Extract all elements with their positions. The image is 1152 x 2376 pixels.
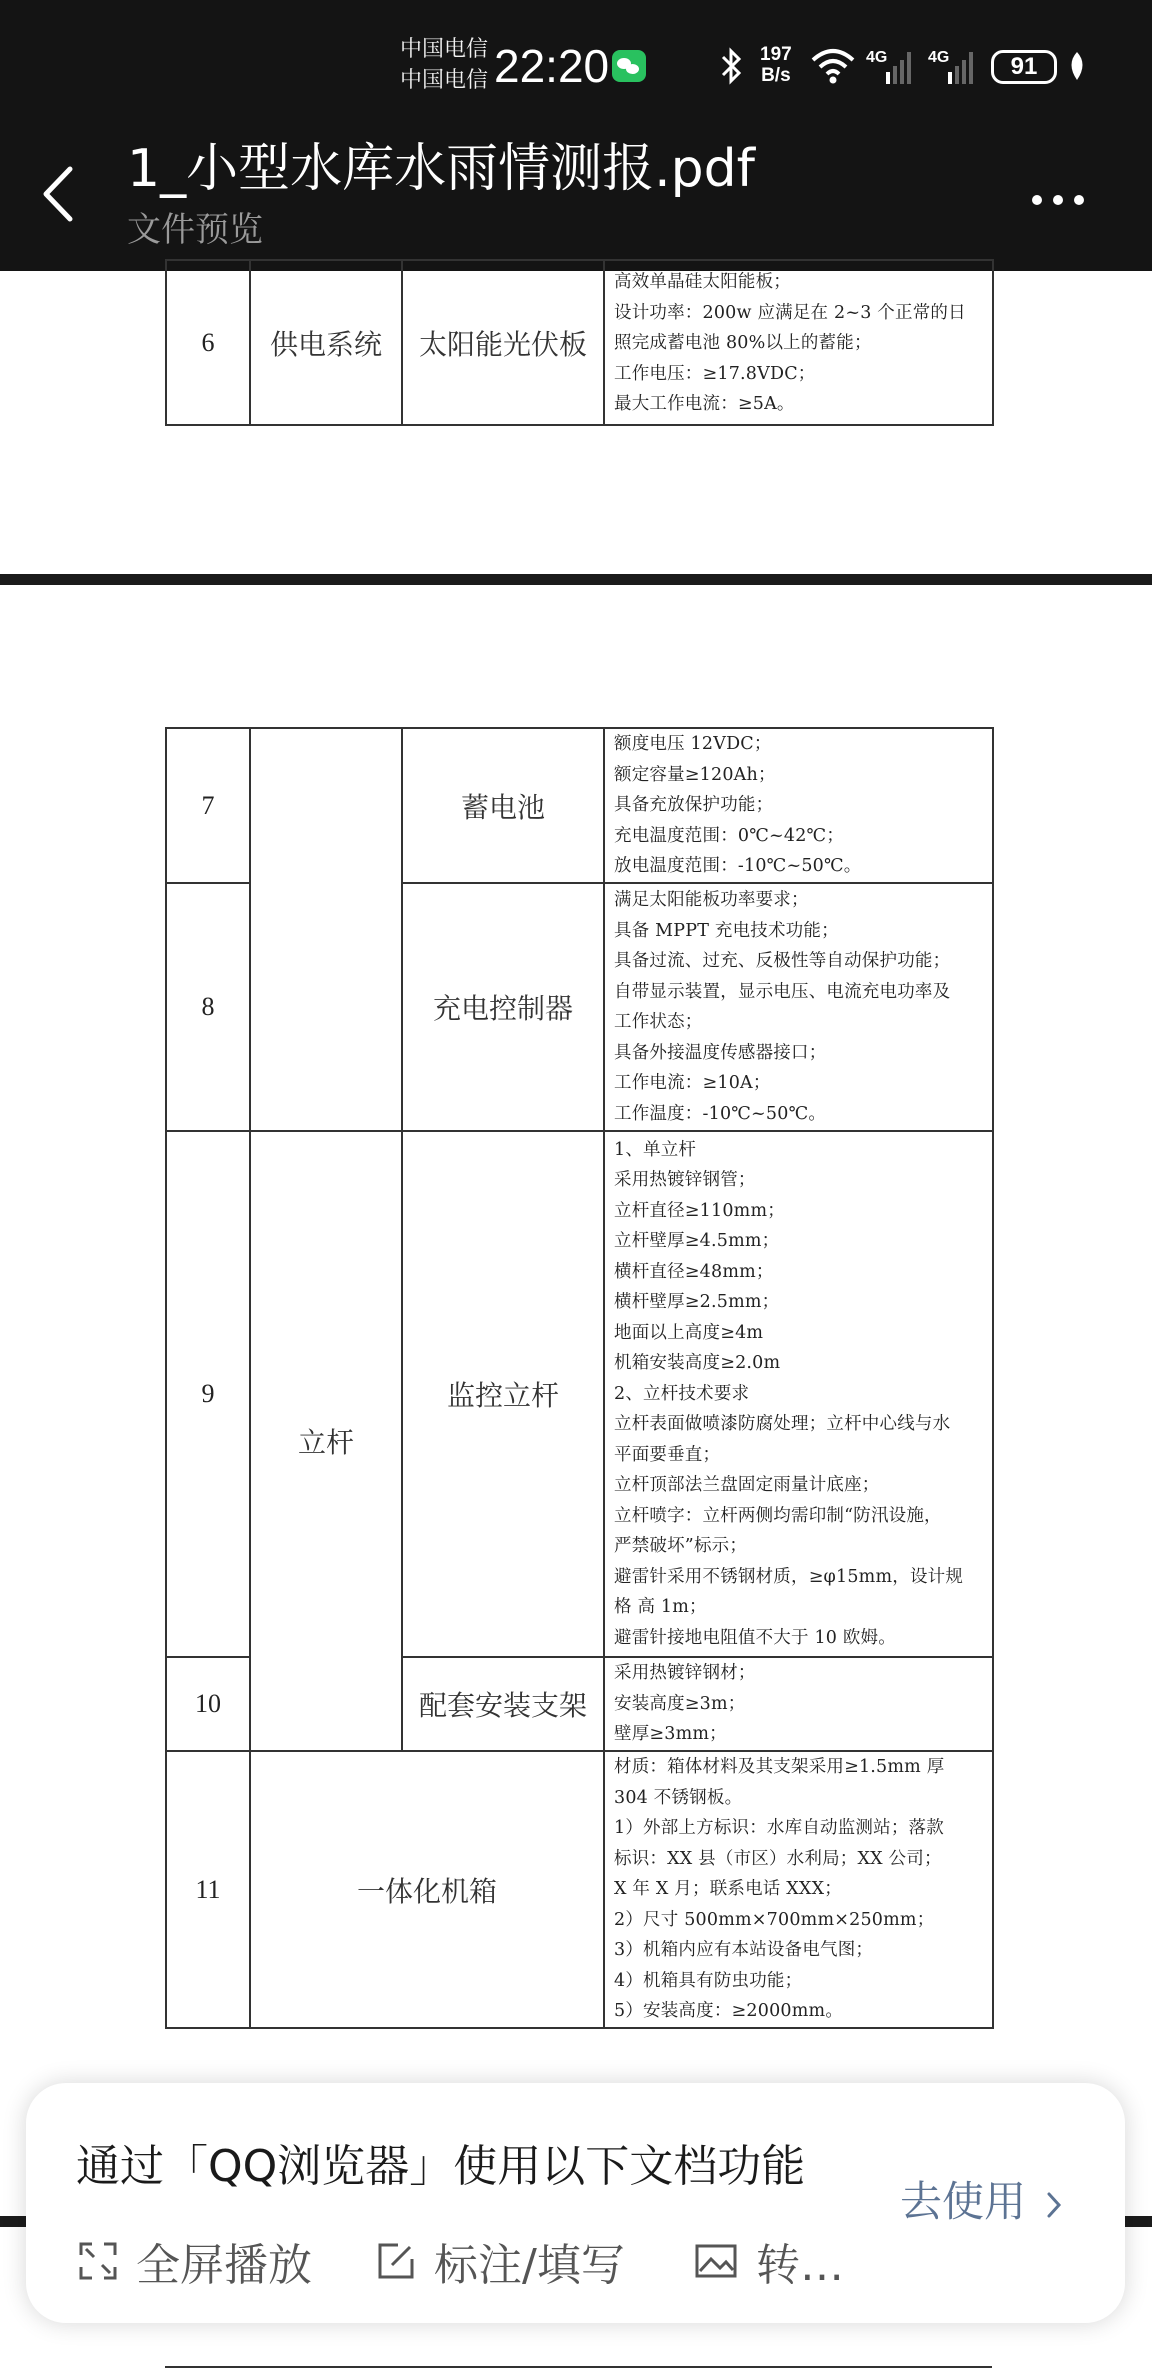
- spec-line: 避雷针采用不锈钢材质，≥φ15mm，设计规: [614, 1566, 964, 1587]
- spec-line: 设计功率：200w 应满足在 2~3 个正常的日: [614, 302, 966, 323]
- wifi-icon: [810, 46, 856, 86]
- wechat-icon: [612, 50, 646, 82]
- spec-line: 1）外部上方标识：水库自动监测站；落款: [614, 1818, 944, 1839]
- row-item-name: 充电控制器: [402, 883, 604, 1131]
- row-spec: [604, 260, 993, 425]
- row-category-empty: [250, 728, 402, 1131]
- spec-line: 304 不锈钢板。: [614, 1787, 743, 1808]
- feature-label: 全屏播放: [136, 2240, 312, 2291]
- spec-line: 严禁破坏”标示；: [614, 1536, 748, 1557]
- row-spec: [604, 1657, 993, 1751]
- top-bar: [0, 0, 1152, 271]
- fullscreen-icon: [78, 2241, 118, 2281]
- spec-line: 工作电压：≥17.8VDC；: [614, 363, 816, 384]
- spec-line: 2、立杆技术要求: [614, 1383, 750, 1404]
- spec-line: 充电温度范围：0℃~42℃；: [614, 825, 845, 846]
- row-item-name: 监控立杆: [402, 1131, 604, 1657]
- battery-indicator: 91: [991, 50, 1057, 84]
- table-row: [166, 1751, 993, 2028]
- net-speed-unit: B/s: [761, 65, 791, 86]
- spec-line: 2）尺寸 500mm×700mm×250mm；: [614, 1909, 935, 1930]
- carrier-1: 中国电信: [400, 37, 489, 62]
- image-icon: [694, 2241, 738, 2281]
- spec-line: 具备充放保护功能；: [614, 795, 774, 816]
- spec-line: 照完成蓄电池 80%以上的蓄能；: [614, 333, 872, 354]
- signal-1-label: 4G: [866, 49, 888, 66]
- spec-line: X 年 X 月；联系电话 XXX；: [614, 1879, 842, 1900]
- spec-line: 具备 MPPT 充电技术功能；: [614, 920, 839, 941]
- spec-line: 安装高度≥3m；: [614, 1693, 746, 1714]
- page-separator: [0, 574, 1152, 585]
- page-2-table: [165, 727, 994, 2029]
- qq-browser-promo-card[interactable]: [26, 2083, 1125, 2323]
- more-options-icon[interactable]: [1032, 190, 1095, 209]
- row-number: 8: [166, 883, 250, 1131]
- carrier-labels: [400, 34, 488, 96]
- spec-line: 壁厚≥3mm；: [614, 1724, 727, 1745]
- row-spec: [604, 1131, 993, 1657]
- document-subtitle: 文件预览: [127, 210, 263, 250]
- spec-line: 避雷针接地电阻值不大于 10 欧姆。: [614, 1627, 896, 1648]
- spec-line: 具备外接温度传感器接口；: [614, 1042, 827, 1063]
- row-item-name: 一体化机箱: [250, 1751, 604, 2028]
- edit-icon: [376, 2241, 416, 2281]
- spec-line: 3）机箱内应有本站设备电气图；: [614, 1940, 874, 1961]
- feature-label: 转…: [756, 2240, 844, 2291]
- pdf-viewer[interactable]: [0, 271, 1152, 2376]
- spec-line: 满足太阳能板功率要求；: [614, 890, 809, 910]
- row-category: 供电系统: [250, 260, 402, 425]
- spec-line: 材质：箱体材料及其支架采用≥1.5mm 厚: [614, 1757, 945, 1778]
- spec-line: 最大工作电流：≥5A。: [614, 394, 795, 415]
- net-speed: [760, 44, 792, 86]
- spec-line: 1、单立杆: [614, 1139, 697, 1160]
- bluetooth-icon: [720, 46, 744, 86]
- spec-line: 地面以上高度≥4m: [614, 1322, 764, 1343]
- carrier-2: 中国电信: [400, 68, 489, 93]
- signal-1-icon: [866, 46, 918, 88]
- row-number: 6: [166, 260, 250, 425]
- spec-line: 放电温度范围：-10℃~50℃。: [614, 856, 862, 877]
- spec-line: 4）机箱具有防虫功能；: [614, 1970, 803, 1991]
- row-item-name: 蓄电池: [402, 728, 604, 883]
- spec-line: 格 高 1m；: [614, 1597, 707, 1618]
- document-title: 1_小型水库水雨情测报.pdf: [127, 139, 755, 199]
- spec-line: 具备过流、过充、反极性等自动保护功能；: [614, 951, 951, 971]
- feature-annotate[interactable]: [376, 2231, 625, 2291]
- spec-line: 工作电流：≥10A；: [614, 1073, 771, 1093]
- go-use-label: 去使用: [900, 2177, 1027, 2226]
- table-row: [166, 1131, 993, 1657]
- row-number: 9: [166, 1131, 250, 1657]
- go-use-button[interactable]: [900, 2175, 1063, 2229]
- spec-line: 横杆壁厚≥2.5mm；: [614, 1292, 780, 1313]
- signal-2-label: 4G: [928, 49, 950, 66]
- next-page-table-edge: [165, 2366, 992, 2368]
- row-number: 11: [166, 1751, 250, 2028]
- feature-label: 标注/填写: [434, 2240, 625, 2291]
- spec-line: 高效单晶硅太阳能板；: [614, 272, 791, 293]
- spec-line: 工作状态；: [614, 1012, 703, 1032]
- spec-line: 采用热镀锌钢材；: [614, 1663, 756, 1684]
- signal-2-icon: [928, 46, 980, 88]
- net-speed-value: 197: [760, 44, 792, 65]
- spec-line: 采用热镀锌钢管；: [614, 1170, 756, 1191]
- table-row: [166, 728, 993, 883]
- row-spec: [604, 1751, 993, 2028]
- chevron-right-icon: [1045, 2190, 1063, 2220]
- spec-line: 立杆壁厚≥4.5mm；: [614, 1231, 780, 1252]
- spec-line: 额度电压 12VDC；: [614, 734, 772, 755]
- table-row: [166, 260, 993, 425]
- row-item-name: 配套安装支架: [402, 1657, 604, 1751]
- row-spec: [604, 883, 993, 1131]
- spec-line: 机箱安装高度≥2.0m: [614, 1353, 781, 1374]
- spec-line: 立杆直径≥110mm；: [614, 1200, 785, 1221]
- spec-line: 立杆顶部法兰盘固定雨量计底座；: [614, 1475, 880, 1496]
- row-item-name: 太阳能光伏板: [402, 260, 604, 425]
- feature-convert[interactable]: [694, 2231, 844, 2291]
- back-arrow-icon[interactable]: [40, 165, 76, 223]
- row-number: 10: [166, 1657, 250, 1751]
- row-spec: [604, 728, 993, 883]
- spec-line: 额定容量≥120Ah；: [614, 764, 776, 785]
- feature-fullscreen[interactable]: [78, 2231, 312, 2291]
- promo-title: 通过「QQ浏览器」使用以下文档功能: [76, 2141, 806, 2192]
- spec-line: 标识：XX 县（市区）水利局；XX 公司；: [614, 1848, 942, 1869]
- spec-line: 立杆表面做喷漆防腐处理；立杆中心线与水: [614, 1414, 951, 1435]
- spec-line: 立杆喷字：立杆两侧均需印制“防汛设施，: [614, 1505, 942, 1526]
- leaf-icon: [1066, 50, 1088, 84]
- spec-line: 工作温度：-10℃~50℃。: [614, 1103, 827, 1124]
- row-category: 立杆: [250, 1131, 402, 1751]
- spec-line: 横杆直径≥48mm；: [614, 1261, 774, 1282]
- spec-line: 平面要垂直；: [614, 1444, 721, 1465]
- row-number: 7: [166, 728, 250, 883]
- spec-line: 自带显示装置，显示电压、电流充电功率及: [614, 981, 951, 1002]
- status-clock: 22:20: [494, 40, 610, 92]
- page-1-table: [165, 259, 994, 426]
- spec-line: 5）安装高度：≥2000mm。: [614, 2001, 844, 2022]
